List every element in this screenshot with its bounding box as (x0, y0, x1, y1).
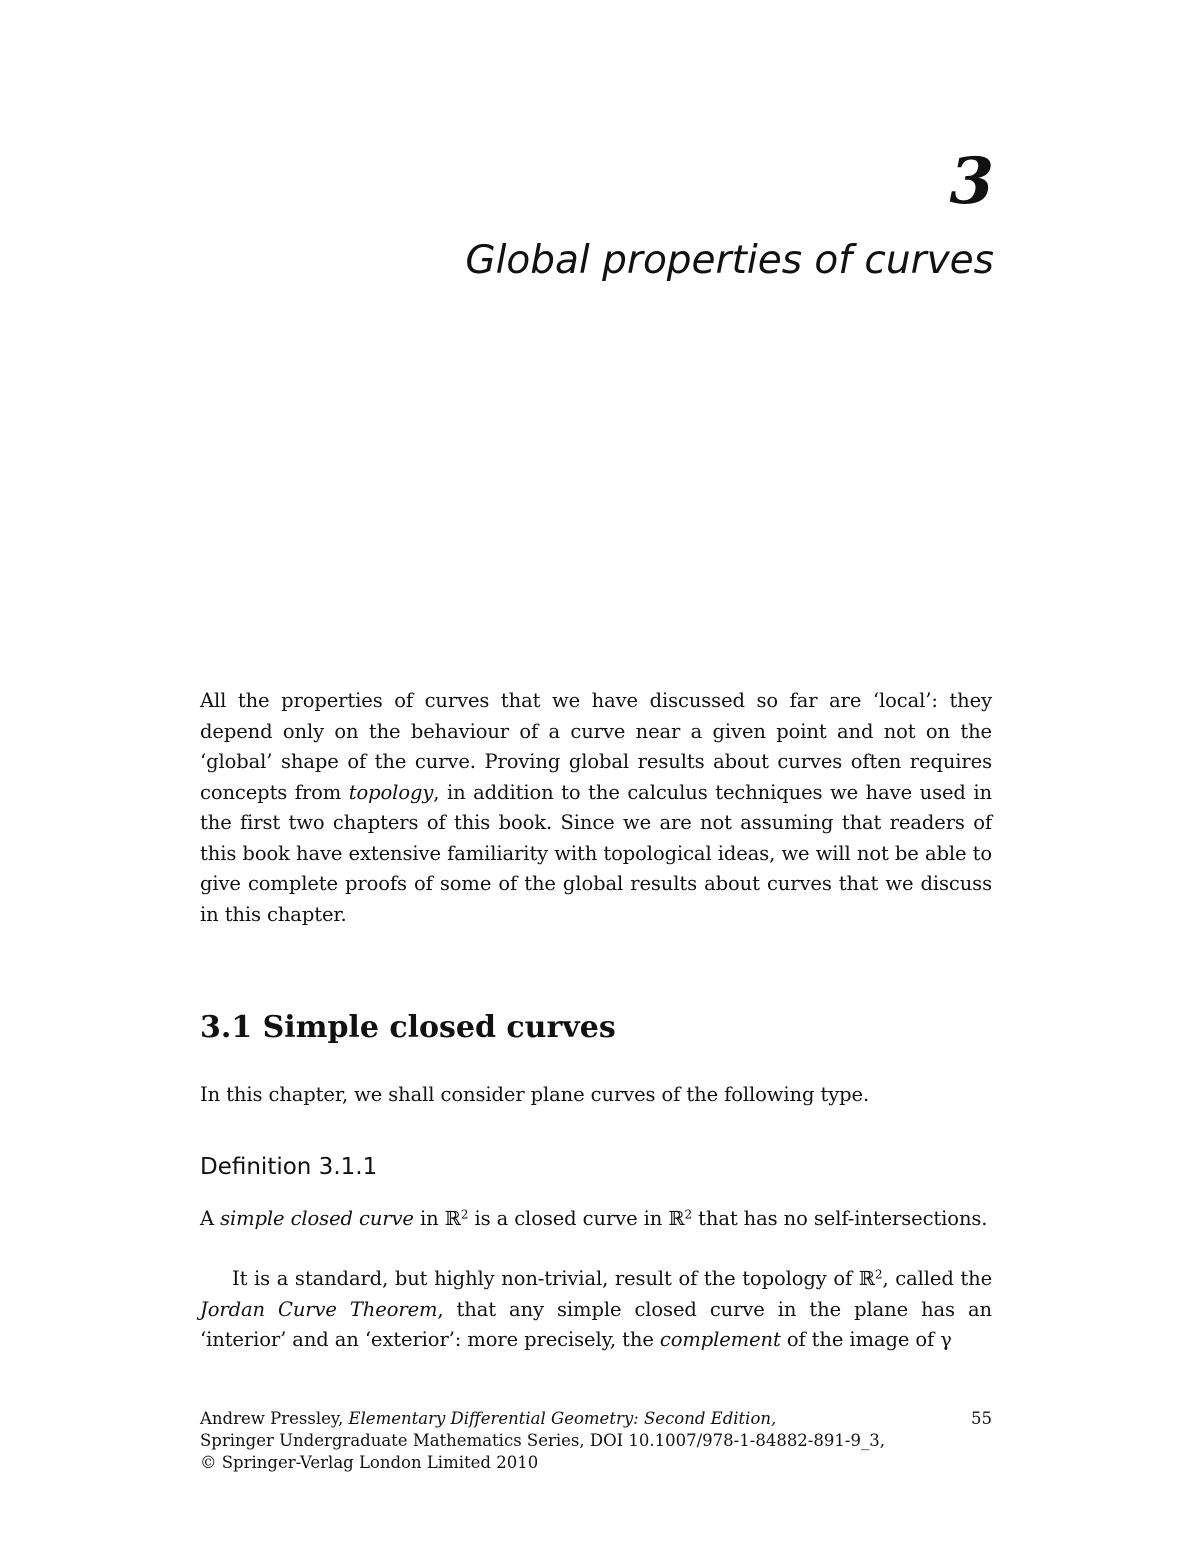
definition-sup1: 2 (460, 1207, 469, 1222)
definition-end: that has no self-intersections. (692, 1207, 988, 1230)
section-intro-text: In this chapter, we shall consider plane curves of the following type. (200, 1083, 870, 1106)
jordan-text-2: , called the (882, 1267, 993, 1290)
footer-author: Andrew Pressley, (200, 1409, 349, 1428)
footer-book-title: Elementary Differential Geometry: Second Edition, (348, 1409, 777, 1428)
definition-sup2: 2 (684, 1207, 693, 1222)
intro-text-2: , in addition to the calculus techniques we have used in the first two chapters of this book. Since we are not assuming that readers of this book have extensive familiarity with topological ideas, we will not be able to give complete proofs of some of the global results about curves that we discuss in this chapter. (200, 780, 992, 926)
footer-series: Springer Undergraduate Mathematics Series, DOI 10.1007/978-1-84882-891-9_3, (200, 1431, 885, 1450)
jordan-sup: 2 (874, 1267, 883, 1282)
intro-paragraph (200, 686, 992, 930)
definition-heading: Definition 3.1.1 (200, 1154, 378, 1180)
jordan-text-4: of the image of γ (780, 1328, 952, 1351)
definition-term: simple closed curve (220, 1207, 414, 1230)
footer-citation (200, 1408, 992, 1430)
footer-copyright: © Springer-Verlag London Limited 2010 (200, 1453, 539, 1472)
jordan-complement: complement (659, 1328, 781, 1351)
jordan-curve-theorem: Jordan Curve Theorem (200, 1297, 438, 1321)
chapter-number: 3 (949, 144, 994, 219)
jordan-paragraph (200, 1264, 992, 1356)
page-footer (200, 1408, 992, 1474)
intro-text-1: All the properties of curves that we have discussed so far are ‘local’: they depend only on the behaviour of a curve near a given point and not on the ‘global’ shape of the curve. Proving global results about curves often requires concepts from (200, 689, 992, 804)
definition-mid: is a closed curve in ℝ (468, 1207, 685, 1230)
intro-emph-topology: topology (348, 780, 434, 804)
definition-in1: in ℝ (413, 1207, 461, 1230)
jordan-text-3: , that any simple closed curve in the plane has an ‘interior’ and an ‘exterior’: more precisely, the (200, 1297, 992, 1351)
section-heading: 3.1 Simple closed curves (200, 1010, 616, 1045)
jordan-text-1: It is a standard, but highly non-trivial, result of the topology of ℝ (232, 1267, 875, 1290)
definition-a: A (200, 1207, 221, 1230)
section-intro-paragraph (200, 1080, 992, 1111)
definition-body (200, 1204, 992, 1235)
page-number: 55 (971, 1409, 992, 1428)
chapter-title: Global properties of curves (465, 238, 994, 283)
